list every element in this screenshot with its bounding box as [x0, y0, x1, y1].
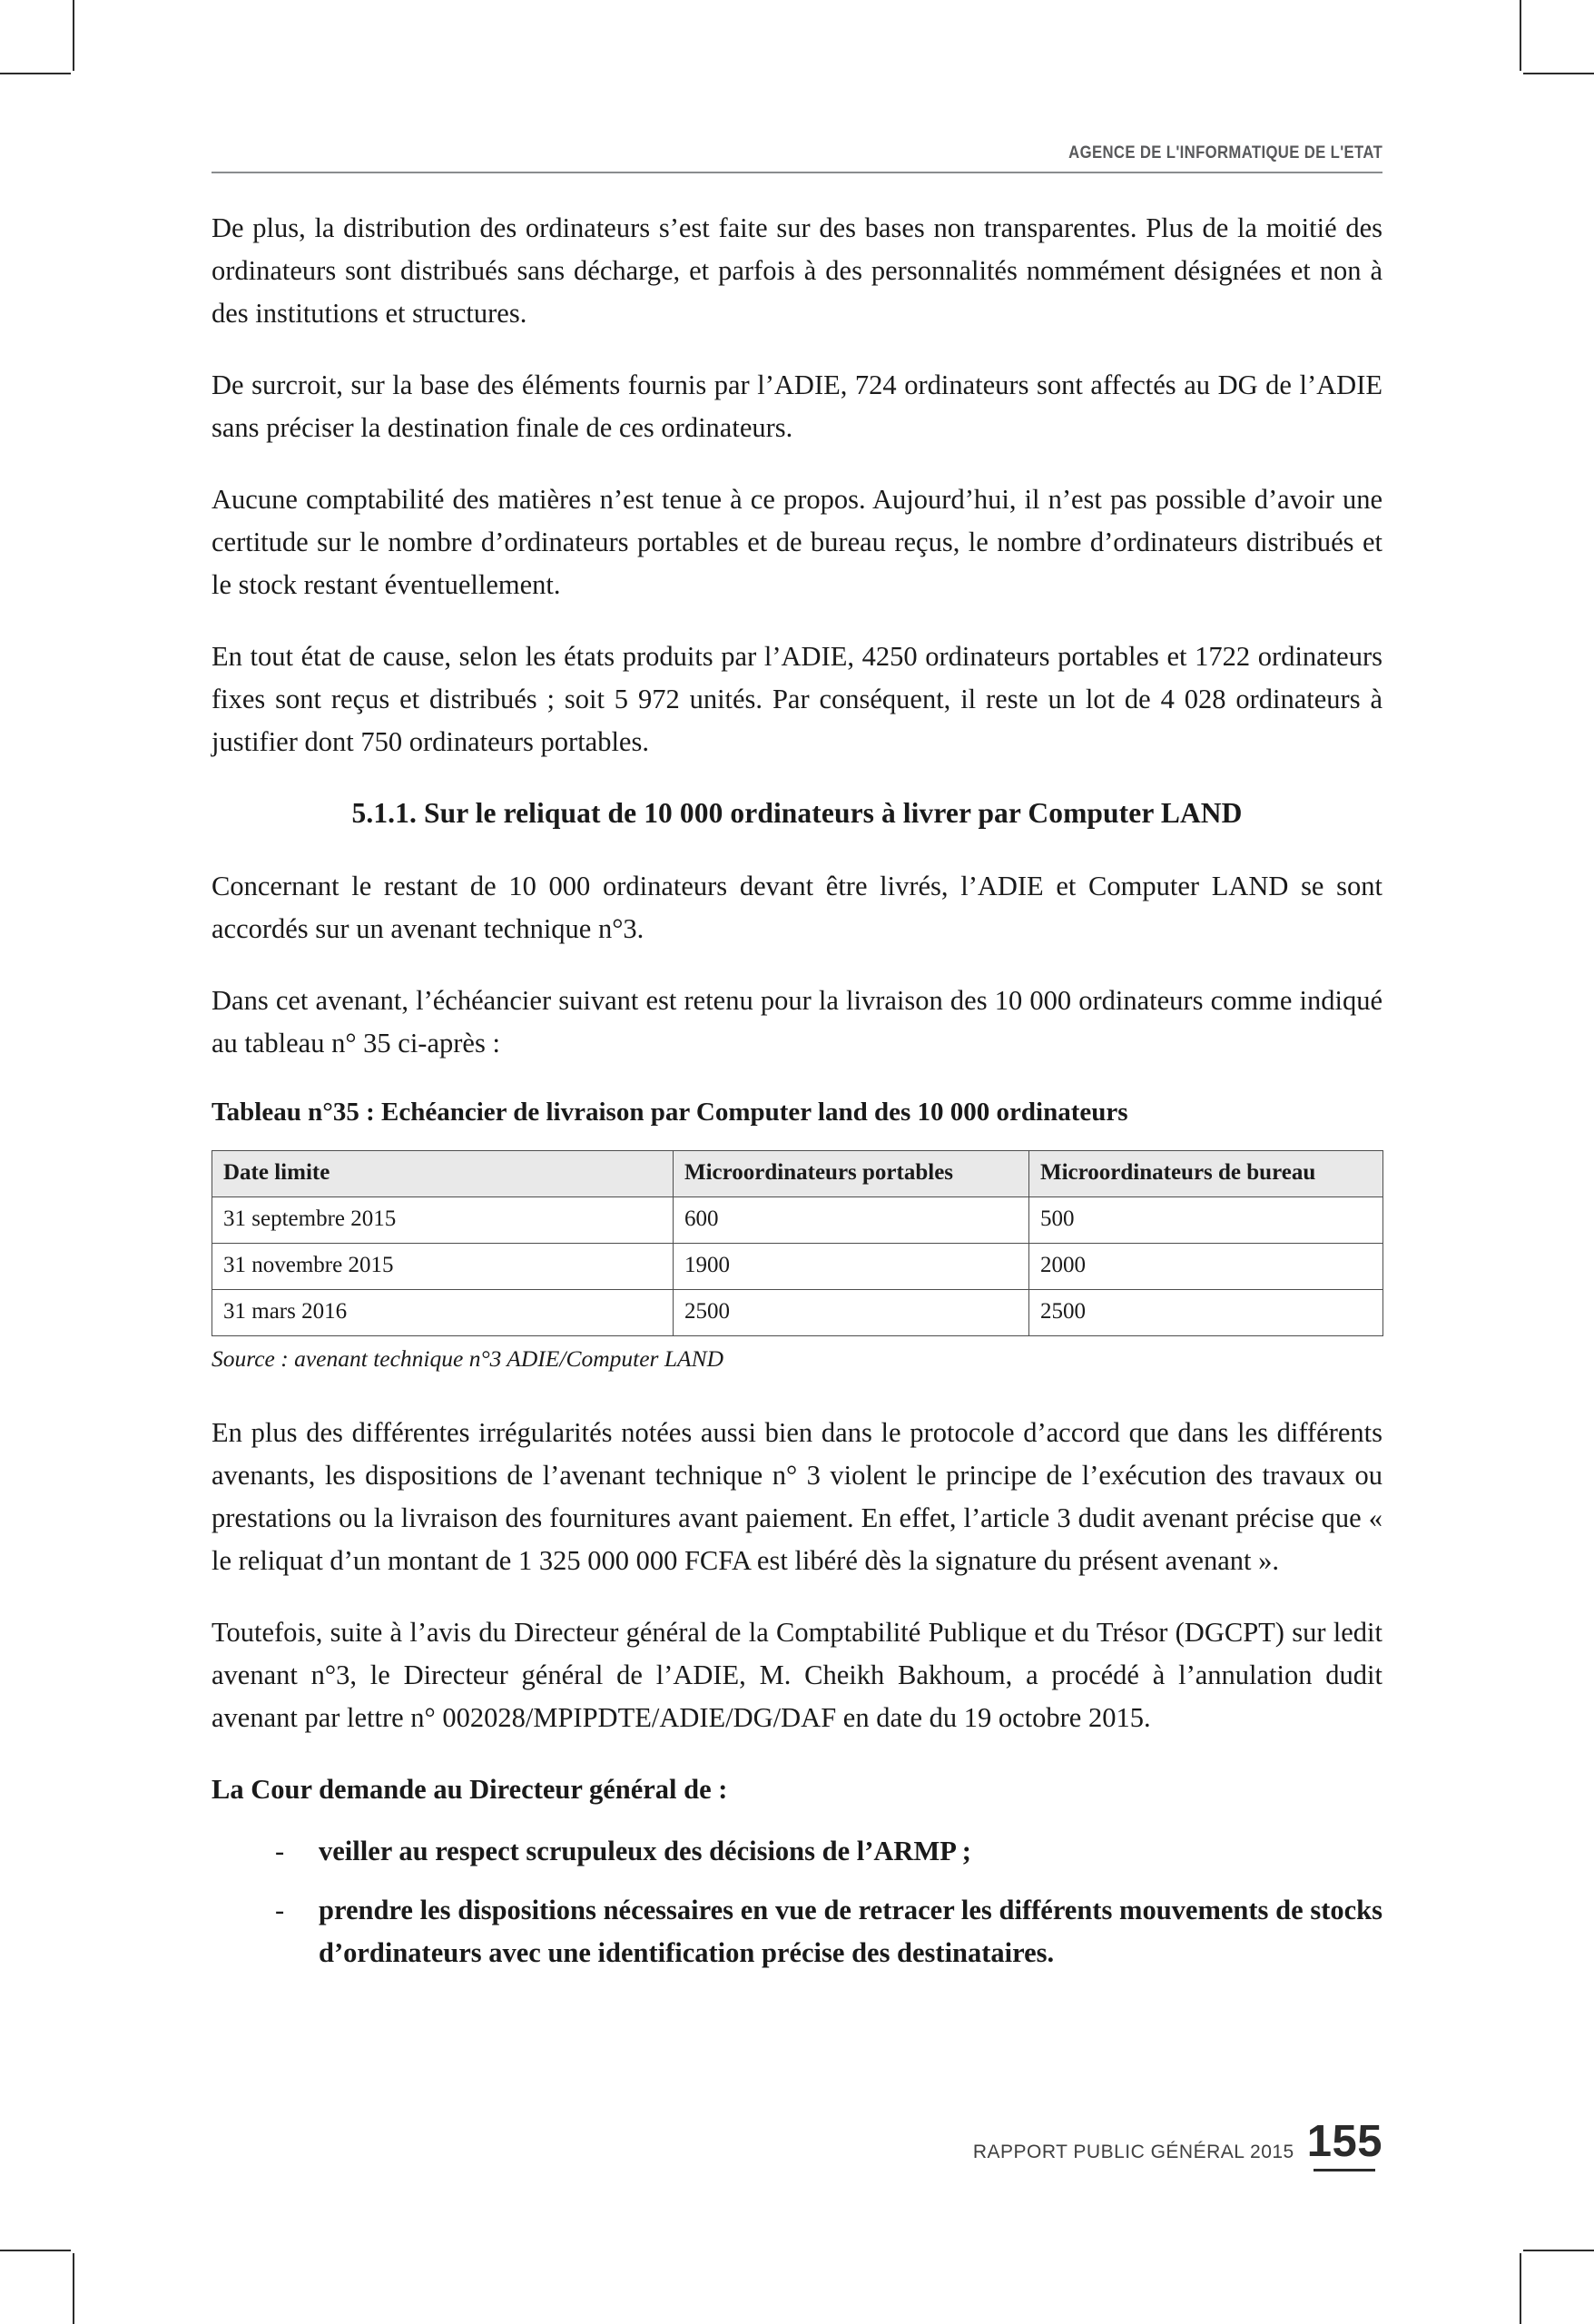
crop-mark-top-left-horizontal: [0, 73, 71, 74]
paragraph-1: De plus, la distribution des ordinateurs s’est faite sur des bases non transparentes. Plus de la moitié des ordinateurs sont distribués sans décharge, et parfois à des personnalités nommément désignées et non à des institutions et structures.: [212, 212, 1382, 329]
crop-mark-bottom-right-vertical: [1520, 2253, 1521, 2324]
running-header: [212, 143, 1382, 173]
page-content: [212, 207, 1382, 1991]
table-row: [212, 1290, 1383, 1336]
page-number-underline: [1314, 2169, 1375, 2171]
crop-mark-bottom-left-vertical: [73, 2253, 74, 2324]
crop-mark-bottom-left-horizontal: [0, 2250, 71, 2251]
list-item: [212, 1889, 1382, 1974]
table-body: [212, 1197, 1383, 1336]
table-source-note: Source : avenant technique n°3 ADIE/Computer LAND: [212, 1345, 724, 1372]
header-divider: [212, 172, 1382, 173]
list-dash-marker: -: [275, 1836, 285, 1866]
paragraph-6: Dans cet avenant, l’échéancier suivant est retenu pour la livraison des 10 000 ordinateurs comme indiqué au tableau n° 35 ci-après :: [212, 985, 1382, 1059]
table-header-row: [212, 1151, 1383, 1197]
paragraph-8: Toutefois, suite à l’avis du Directeur général de la Comptabilité Publique et du Trésor (DGCPT) sur ledit avenant n°3, le Directeur général de l’ADIE, M. Cheikh Bakhoum, a procédé à l’annulation dudit avenant par lettre n° 002028/MPIPDTE/ADIE/DG/DAF en date du 19 octobre 2015.: [212, 1617, 1382, 1733]
footer-page-box: [1307, 2119, 1382, 2171]
paragraph-4: En tout état de cause, selon les états produits par l’ADIE, 4250 ordinateurs portables et 1722 ordinateurs fixes sont reçus et distribués ; soit 5 972 unités. Par conséquent, il reste un lot de 4 028 ordinateurs à justifier dont 750 ordinateurs portables.: [212, 641, 1382, 757]
table-caption: Tableau n°35 : Echéancier de livraison par Computer land des 10 000 ordinateurs: [212, 1098, 1128, 1127]
cell-portables: 2500: [674, 1290, 1029, 1336]
crop-mark-top-left-vertical: [73, 0, 74, 71]
list-item: [212, 1830, 1382, 1873]
cell-date: 31 novembre 2015: [212, 1244, 674, 1290]
page-footer: [212, 2119, 1382, 2171]
cell-bureau: 2500: [1029, 1290, 1383, 1336]
delivery-schedule-table: [212, 1150, 1383, 1336]
table-row: [212, 1197, 1383, 1244]
crop-mark-top-right-vertical: [1520, 0, 1521, 71]
cell-bureau: 2000: [1029, 1244, 1383, 1290]
cell-bureau: 500: [1029, 1197, 1383, 1244]
column-header-microordinateurs-portables: Microordinateurs portables: [674, 1151, 1029, 1197]
page-number: 155: [1306, 2117, 1382, 2166]
table-head: [212, 1151, 1383, 1197]
table-row: [212, 1244, 1383, 1290]
crop-mark-top-right-horizontal: [1523, 73, 1594, 74]
footer-report-label: RAPPORT PUBLIC GÉNÉRAL 2015: [972, 2142, 1294, 2162]
paragraph-7: En plus des différentes irrégularités notées aussi bien dans le protocole d’accord que dans les différents avenants, les dispositions de l’avenant technique n° 3 violent le principe de l’exécution des travaux ou prestations ou la livraison des fournitures avant paiement. En effet, l’article 3 dudit avenant précise que « le reliquat d’un montant de 1 325 000 000 FCFA est libéré dès la signature du présent avenant ».: [212, 1417, 1382, 1576]
demand-list: [212, 1830, 1382, 1974]
cell-portables: 1900: [674, 1244, 1029, 1290]
column-header-date-limite: Date limite: [212, 1151, 674, 1197]
running-header-title: AGENCE DE L'INFORMATIQUE DE L'ETAT: [1068, 143, 1382, 162]
crop-mark-bottom-right-horizontal: [1523, 2250, 1594, 2251]
demand-title: La Cour demande au Directeur général de :: [212, 1774, 728, 1805]
paragraph-3: Aucune comptabilité des matières n’est tenue à ce propos. Aujourd’hui, il n’est pas possible d’avoir une certitude sur le nombre d’ordinateurs portables et de bureau reçus, le nombre d’ordinateurs distribués et le stock restant éventuellement.: [212, 484, 1382, 600]
cell-portables: 600: [674, 1197, 1029, 1244]
paragraph-2: De surcroit, sur la base des éléments fournis par l’ADIE, 724 ordinateurs sont affectés au DG de l’ADIE sans préciser la destination finale de ces ordinateurs.: [212, 369, 1382, 443]
section-heading-5-1-1: 5.1.1. Sur le reliquat de 10 000 ordinateurs à livrer par Computer LAND: [351, 797, 1243, 829]
cell-date: 31 mars 2016: [212, 1290, 674, 1336]
list-item-text: veiller au respect scrupuleux des décisions de l’ARMP ;: [319, 1836, 971, 1866]
paragraph-5: Concernant le restant de 10 000 ordinateurs devant être livrés, l’ADIE et Computer LAND se sont accordés sur un avenant technique n°3.: [212, 871, 1382, 944]
column-header-microordinateurs-de-bureau: Microordinateurs de bureau: [1029, 1151, 1383, 1197]
document-page: [212, 0, 1382, 2324]
list-item-text: prendre les dispositions nécessaires en vue de retracer les différents mouvements de stocks d’ordinateurs avec une identification précise des destinataires.: [319, 1895, 1382, 1968]
list-dash-marker: -: [275, 1895, 285, 1925]
cell-date: 31 septembre 2015: [212, 1197, 674, 1244]
